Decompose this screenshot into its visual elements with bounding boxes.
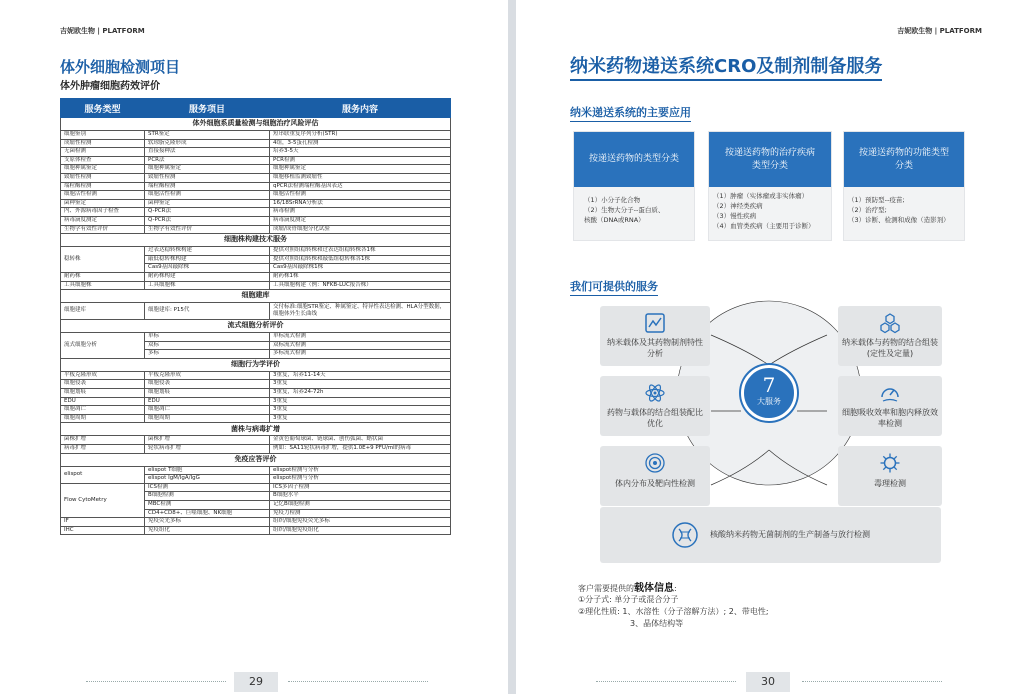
cell-content: 耐药株1株 [270, 272, 451, 281]
chart-window-icon [644, 312, 666, 334]
table-row [61, 380, 451, 389]
cell-type: 病毒扩增 [61, 445, 145, 454]
cell-type: 细胞划痕 [61, 389, 145, 398]
table-row [61, 225, 451, 234]
cell-content: 3重复 [270, 406, 451, 415]
cell-content: 培养3-5天 [270, 148, 451, 157]
cell-item: 轮状病毒扩增 [145, 445, 270, 454]
cell-type: EDU [61, 397, 145, 406]
service-label: 药物与载体的结合组装配比优化 [607, 408, 703, 428]
cell-content: 3重复，培养11-14天 [270, 371, 451, 380]
left-page [0, 0, 508, 694]
table-row [61, 483, 451, 492]
cell-type: 致瘤性检测 [61, 173, 145, 182]
table-row [61, 182, 451, 191]
cell-content: 提供对照组稳转株和过表达组稳转株各1株 [270, 247, 451, 256]
cell-content: 单标流式检测 [270, 333, 451, 342]
dna-sphere-icon [670, 520, 700, 550]
service-card-6 [838, 446, 942, 506]
table-row [61, 281, 451, 290]
cell-type: 耐药株 [61, 272, 145, 281]
section-title: 流式细胞分析评价 [61, 320, 451, 333]
page-footer [516, 668, 1024, 694]
page-title: 纳米药物递送系统CRO及制剂制备服务 [570, 52, 882, 81]
cell-item: elispot T细胞 [145, 466, 270, 475]
header-content: 服务内容 [270, 99, 451, 118]
page-number: 29 [234, 672, 278, 692]
cell-item: Q-PCR法 [145, 208, 270, 217]
header-item: 服务项目 [145, 99, 270, 118]
brand-header: 吉妮欧生物 | PLATFORM [60, 27, 145, 35]
table-row [61, 445, 451, 454]
table-row [61, 333, 451, 342]
cell-item: 工具细胞株 [145, 281, 270, 290]
table-row [61, 406, 451, 415]
target-icon [644, 452, 666, 474]
info-line-3: 3、晶体结构等 [630, 619, 684, 628]
service-card-3 [600, 376, 710, 436]
cell-content: elispot检测与分析 [270, 466, 451, 475]
service-card-1 [600, 306, 710, 366]
cell-item: 细胞凋亡 [145, 406, 270, 415]
table-row [61, 518, 451, 527]
app-card-items: （1）预防型--疫苗; （2）治疗型; （3）诊断、检测和成像（造影剂） [848, 196, 950, 224]
service-card-4 [838, 376, 942, 436]
hexagon-molecule-icon [879, 312, 901, 334]
cell-type: 病毒滴度测定 [61, 216, 145, 225]
table-row [61, 199, 451, 208]
cell-item: 免疫荧光多标 [145, 518, 270, 527]
service-label: 纳米载体及其药物制剂特性分析 [607, 338, 703, 358]
cell-item: 细胞建库: P15代 [145, 303, 270, 320]
cell-content: 细胞移植监测致瘤性 [270, 173, 451, 182]
cell-content: 交付标准:细胞STR鉴定、种属鉴定、特异性表达检测、HLA分型数据，细胞体外生长曲线 [270, 303, 451, 320]
cell-type: 菌株扩增 [61, 436, 145, 445]
right-page [516, 0, 1024, 694]
page-footer [0, 668, 508, 694]
section-title: 细胞建库 [61, 290, 451, 303]
cell-type: 流式细胞分析 [61, 333, 145, 359]
table-row [61, 247, 451, 256]
section-title: 免疫应答评价 [61, 453, 451, 466]
cell-content: 记忆B细胞检测 [270, 501, 451, 510]
cell-item: MBC检测 [145, 501, 270, 510]
cell-item: EDU [145, 397, 270, 406]
service-card-5 [600, 446, 710, 506]
cell-item: 平板克隆形成 [145, 371, 270, 380]
cell-item: 过表达稳转株构建 [145, 247, 270, 256]
cell-content: 组织/细胞免疫组化 [270, 526, 451, 535]
cell-item: 细胞周期 [145, 414, 270, 423]
cell-item: B细胞检测 [145, 492, 270, 501]
cell-item: 细胞划痕 [145, 389, 270, 398]
cell-item: 细胞活性检测 [145, 191, 270, 200]
cell-content: 例如：SA11轮状病毒扩增，提供1.0E+9 PFU/ml的病毒 [270, 445, 451, 454]
table-row [61, 148, 451, 157]
app-card-type [573, 131, 695, 241]
cell-content: 16/18SrRNA分析法 [270, 199, 451, 208]
cell-content: ICS多因子检测 [270, 483, 451, 492]
center-badge [741, 365, 797, 421]
header-type: 服务类型 [61, 99, 145, 118]
service-label: 细胞吸收效率和胞内释放效率检测 [842, 408, 938, 428]
cell-content: 3重复 [270, 397, 451, 406]
info-bold: 载体信息 [634, 583, 674, 594]
cell-content: 免疫力检测 [270, 509, 451, 518]
table-row [61, 466, 451, 475]
table-row [61, 139, 451, 148]
cell-content: B细胞水平 [270, 492, 451, 501]
cell-type: 工具细胞株 [61, 281, 145, 290]
cell-item: 菌种鉴定 [145, 199, 270, 208]
cell-type: 内、外源病毒因子检查 [61, 208, 145, 217]
cell-item: 细胞侵袭 [145, 380, 270, 389]
table-row [61, 389, 451, 398]
cell-item: PCR法 [145, 156, 270, 165]
cell-content: Cas9基因敲除株1株 [270, 264, 451, 273]
cell-content: PCR检测 [270, 156, 451, 165]
table-row [61, 526, 451, 535]
table-row [61, 414, 451, 423]
cell-content: 病毒检测 [270, 208, 451, 217]
page-subtitle: 体外肿瘤细胞药效评价 [60, 81, 160, 92]
table-row [61, 371, 451, 380]
app-card-head: 按递送药物的类型分类 [574, 132, 694, 187]
cell-item: 端粒酶检测 [145, 182, 270, 191]
table-row [61, 216, 451, 225]
cell-item: 软琼脂克隆形成 [145, 139, 270, 148]
cell-item: 免疫组化 [145, 526, 270, 535]
cell-content: 组织/细胞免疫荧光多标 [270, 518, 451, 527]
table-row [61, 436, 451, 445]
cell-item: 细胞种属鉴定 [145, 165, 270, 174]
table-row [61, 191, 451, 200]
cell-content: 3重复 [270, 380, 451, 389]
cell-item: 多标 [145, 350, 270, 359]
brand-header: 吉妮欧生物 | PLATFORM [897, 27, 982, 35]
cell-item: 菌株扩增 [145, 436, 270, 445]
cell-content: 细胞活性检测 [270, 191, 451, 200]
cell-type: 细胞种属鉴定 [61, 165, 145, 174]
cell-content: 成瘤/成骨细胞分化试验 [270, 225, 451, 234]
table-row [61, 173, 451, 182]
atom-icon [644, 382, 666, 404]
table-row [61, 156, 451, 165]
app-card-head: 按递送药物的治疗疾病类型分类 [709, 132, 831, 187]
table-row [61, 131, 451, 140]
cell-item: STR鉴定 [145, 131, 270, 140]
cell-item: 耐药株构建 [145, 272, 270, 281]
cell-type: 支原体检查 [61, 156, 145, 165]
cell-content: 3重复 [270, 414, 451, 423]
info-title: 客户需要提供的载体信息: [578, 583, 677, 594]
cell-content: 细胞种属鉴定 [270, 165, 451, 174]
cell-item: elispot IgM/IgA/IgG [145, 475, 270, 484]
services-heading: 我们可提供的服务 [570, 278, 658, 296]
table-body [61, 118, 451, 535]
cell-type: 端粒酶检测 [61, 182, 145, 191]
cell-item: CD4+CD8+、巨噬细胞、NK细胞 [145, 509, 270, 518]
cell-type: IF [61, 518, 145, 527]
cell-type: 稳转株 [61, 247, 145, 273]
cell-content: elispot检测与分析 [270, 475, 451, 484]
app-card-function [843, 131, 965, 241]
cell-type: 细胞侵袭 [61, 380, 145, 389]
center-number: 7 [762, 373, 776, 397]
cell-content: 3重复，培养24-72h [270, 389, 451, 398]
cell-type: 平板克隆形成 [61, 371, 145, 380]
center-label: 大服务 [757, 397, 781, 406]
cell-type: 细胞建库 [61, 303, 145, 320]
cell-type: Flow CytoMetry [61, 483, 145, 517]
cell-type: 成瘤性检测 [61, 139, 145, 148]
cell-type: 细胞活性检测 [61, 191, 145, 200]
app-card-items: （1）小分子化合物 （2）生物大分子--蛋白质、 核酸（DNA或RNA） [584, 196, 665, 224]
apps-heading: 纳米递送系统的主要应用 [570, 104, 691, 122]
cell-item: 敲低稳转株构建 [145, 255, 270, 264]
service-label: 纳米载体与药物的结合组装(定性及定量) [842, 338, 938, 358]
cell-content: 病毒滴度测定 [270, 216, 451, 225]
cell-item: ICS检测 [145, 483, 270, 492]
cell-type: 菌种鉴定 [61, 199, 145, 208]
table-row [61, 397, 451, 406]
cell-type: 细胞周期 [61, 414, 145, 423]
cell-item: 致瘤性检测 [145, 173, 270, 182]
service-label: 体内分布及靶向性检测 [615, 479, 695, 488]
cell-type: elispot [61, 466, 145, 483]
info-line-2: ②理化性质: 1、水溶性（分子溶解方法）; 2、带电性; [578, 607, 769, 616]
service-table [60, 98, 451, 535]
section-title: 菌株与病毒扩增 [61, 423, 451, 436]
table-row [61, 208, 451, 217]
cell-item: 双标 [145, 341, 270, 350]
cell-content: 工具细胞构建（例：NFKB-LUC报告株） [270, 281, 451, 290]
page-title: 体外细胞检测项目 [60, 58, 181, 76]
virus-icon [879, 452, 901, 474]
section-title: 细胞行为学评价 [61, 358, 451, 371]
cell-item: 生物学有效性评价 [145, 225, 270, 234]
cell-type: 细胞凋亡 [61, 406, 145, 415]
cell-type: 无菌检测 [61, 148, 145, 157]
cell-content: 金黄色葡萄球菌、链球菌、创伤弧菌、蜡状菌 [270, 436, 451, 445]
service-label: 毒理检测 [874, 479, 906, 488]
info-line-1: ①分子式: 单分子或混合分子 [578, 595, 679, 604]
service-card-7 [600, 507, 941, 563]
table-row [61, 165, 451, 174]
page-number: 30 [746, 672, 790, 692]
cell-content: 提供对照组稳转株和敲低组稳转株各1株 [270, 255, 451, 264]
table-row [61, 303, 451, 320]
table-row [61, 272, 451, 281]
cell-item: 直接接种法 [145, 148, 270, 157]
cell-content: 多标流式检测 [270, 350, 451, 359]
app-card-disease [708, 131, 832, 241]
cell-type: IHC [61, 526, 145, 535]
cell-content: 短串联重复序列分析(STR) [270, 131, 451, 140]
cell-item: 单标 [145, 333, 270, 342]
cell-item: Cas9基因敲除株 [145, 264, 270, 273]
cell-type: 生物学有效性评价 [61, 225, 145, 234]
app-card-head: 按递送药物的功能类型分类 [844, 132, 964, 187]
section-title: 细胞株构建技术服务 [61, 234, 451, 247]
cell-item: Q-PCR法 [145, 216, 270, 225]
cell-type: 细胞鉴别 [61, 131, 145, 140]
gauge-icon [879, 382, 901, 404]
service-label: 核酸纳米药物无菌制剂的生产制备与放行检测 [710, 530, 870, 539]
cell-content: 4组，3-5蛋孔检测 [270, 139, 451, 148]
cell-content: 双标流式检测 [270, 341, 451, 350]
cell-content: qPCR法检测端粒酶基因表达 [270, 182, 451, 191]
app-card-items: （1）肿瘤（实体瘤或非实体瘤） （2）神经类疾病 （3）慢性疾病 （4）血管类疾病（主要用于诊断） [713, 192, 815, 230]
section-title: 体外细胞系质量检测与细胞治疗风险评估 [61, 118, 451, 131]
service-card-2 [838, 306, 942, 366]
